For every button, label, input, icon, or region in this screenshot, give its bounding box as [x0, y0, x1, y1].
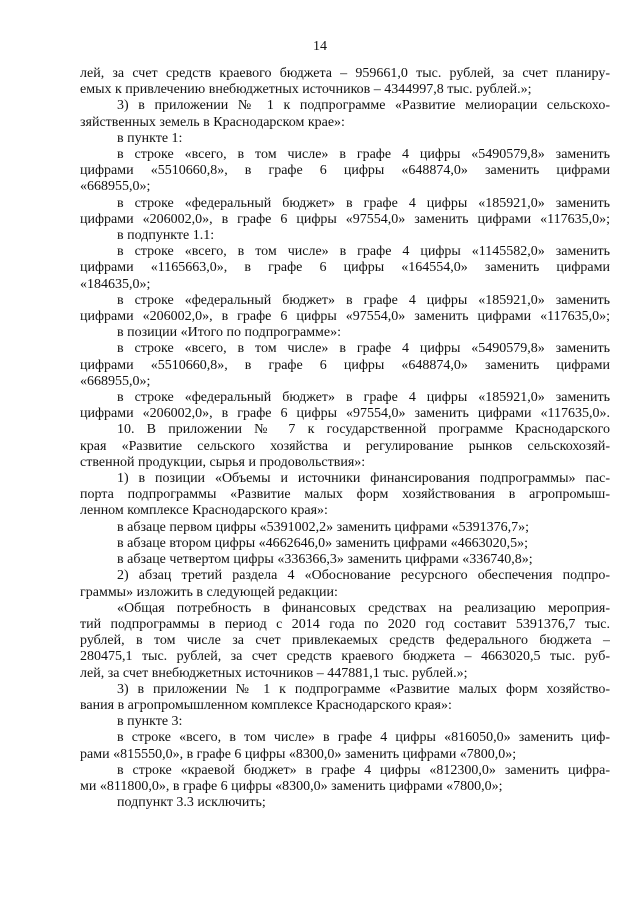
- text-line: цифрами «5510660,8», в графе 6 цифры «648874,0» заменить цифрами: [80, 357, 610, 373]
- text-line: вания в агропромышленном комплексе Краснодарского края»:: [80, 697, 452, 713]
- text-line: в строке «федеральный бюджет» в графе 4 цифры «185921,0» заменить: [117, 292, 610, 308]
- text-line: 280475,1 тыс. рублей, за счет средств краевого бюджета – 4663020,5 тыс. руб-: [80, 649, 610, 665]
- text-line: «Общая потребность в финансовых средствах на реализацию мероприя-: [117, 600, 610, 616]
- text-line: рами «815550,0», в графе 6 цифры «8300,0» заменить цифрами «7800,0»;: [80, 746, 517, 762]
- text-line: ленном комплексе Краснодарского края»:: [80, 503, 328, 519]
- text-line: в позиции «Итого по подпрограмме»:: [117, 325, 342, 341]
- text-line: порта подпрограммы «Развитие малых форм хозяйствования в агропромыш-: [80, 487, 610, 503]
- text-line: цифрами «1165663,0», в графе 6 цифры «164554,0» заменить цифрами: [80, 260, 610, 276]
- text-line: в строке «всего, в том числе» в графе 4 цифры «5490579,8» заменить: [117, 147, 610, 163]
- text-line: цифрами «5510660,8», в графе 6 цифры «648874,0» заменить цифрами: [80, 163, 610, 179]
- text-line: рублей, в том числе за счет привлекаемых средств федерального бюджета –: [80, 633, 610, 649]
- text-line: тий подпрограммы в период с 2014 года по 2020 год составит 5391376,7 тыс.: [80, 616, 610, 632]
- text-line: в абзаце втором цифры «4662646,0» заменить цифрами «4663020,5»;: [117, 535, 528, 551]
- document-body: [80, 66, 610, 811]
- text-line: в строке «краевой бюджет» в графе 4 цифры «812300,0» заменить цифра-: [117, 762, 610, 778]
- text-line: цифрами «206002,0», в графе 6 цифры «97554,0» заменить цифрами «117635,0»;: [80, 309, 610, 325]
- page-number: 14: [313, 39, 327, 54]
- text-line: ми «811800,0», в графе 6 цифры «8300,0» заменить цифрами «7800,0»;: [80, 778, 503, 794]
- text-line: цифрами «206002,0», в графе 6 цифры «97554,0» заменить цифрами «117635,0»;: [80, 211, 610, 227]
- text-line: «184635,0»;: [80, 276, 151, 292]
- text-line: 1) в позиции «Объемы и источники финансирования подпрограммы» пас-: [117, 471, 610, 487]
- text-line: в строке «всего, в том числе» в графе 4 цифры «5490579,8» заменить: [117, 341, 610, 357]
- text-line: края «Развитие сельского хозяйства и регулирование рынков сельскохозяй-: [80, 438, 610, 454]
- text-line: «668955,0»;: [80, 179, 151, 195]
- text-line: «668955,0»;: [80, 373, 151, 389]
- text-line: в пункте 1:: [117, 130, 183, 146]
- text-line: в пункте 3:: [117, 714, 183, 730]
- text-line: лей, за счет средств краевого бюджета – 959661,0 тыс. рублей, за счет планиру-: [80, 66, 610, 81]
- text-line: в строке «всего, в том числе» в графе 4 цифры «1145582,0» заменить: [117, 244, 610, 260]
- text-line: 2) абзац третий раздела 4 «Обоснование ресурсного обеспечения подпро-: [117, 568, 610, 584]
- text-line: в абзаце четвертом цифры «336366,3» заменить цифрами «336740,8»;: [117, 552, 533, 568]
- text-line: емых к привлечению внебюджетных источников – 4344997,8 тыс. рублей.»;: [80, 82, 532, 98]
- text-line: 3) в приложении № 1 к подпрограмме «Развитие малых форм хозяйство-: [117, 681, 610, 697]
- text-line: подпункт 3.3 исключить;: [117, 795, 266, 811]
- text-line: в строке «федеральный бюджет» в графе 4 цифры «185921,0» заменить: [117, 390, 610, 406]
- text-line: граммы» изложить в следующей редакции:: [80, 584, 338, 600]
- text-line: зяйственных земель в Краснодарском крае»:: [80, 114, 345, 130]
- text-line: 3) в приложении № 1 к подпрограмме «Развитие мелиорации сельскохо-: [117, 98, 610, 114]
- text-line: в подпункте 1.1:: [117, 228, 215, 244]
- text-line: в строке «всего, в том числе» в графе 4 цифры «816050,0» заменить циф-: [117, 730, 610, 746]
- text-line: цифрами «206002,0», в графе 6 цифры «97554,0» заменить цифрами «117635,0».: [80, 406, 610, 422]
- text-line: 10. В приложении № 7 к государственной программе Краснодарского: [117, 422, 610, 438]
- text-line: в строке «федеральный бюджет» в графе 4 цифры «185921,0» заменить: [117, 195, 610, 211]
- text-line: лей, за счет внебюджетных источников – 447881,1 тыс. рублей.»;: [80, 665, 468, 681]
- text-line: ственной продукции, сырья и продовольствия»:: [80, 454, 366, 470]
- text-line: в абзаце первом цифры «5391002,2» заменить цифрами «5391376,7»;: [117, 519, 529, 535]
